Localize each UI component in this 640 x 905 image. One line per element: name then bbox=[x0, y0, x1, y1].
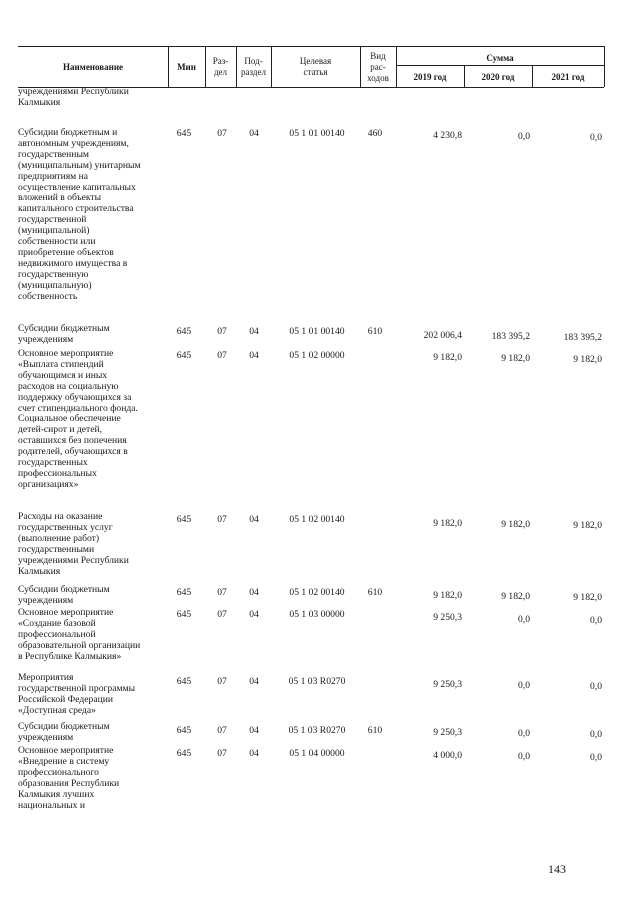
page-number: 143 bbox=[548, 862, 566, 876]
row-5-podrazdel: 04 bbox=[249, 587, 259, 598]
row-5-2021: 9 182,0 bbox=[573, 592, 602, 603]
row-3-2019: 9 182,0 bbox=[433, 352, 462, 363]
row-9-min: 645 bbox=[176, 748, 192, 759]
row-4-name: Расходы на оказание государственных услуг (выполнение работ) государственными учреждениями Республики Калмыкия bbox=[18, 511, 129, 577]
row-4-2020: 9 182,0 bbox=[501, 519, 530, 530]
header-name: Наименование bbox=[63, 62, 123, 72]
row-8-razdel: 07 bbox=[217, 725, 227, 736]
row-8-vid: 610 bbox=[367, 725, 383, 736]
row-2-razdel: 07 bbox=[217, 326, 227, 337]
row-9-2021: 0,0 bbox=[590, 752, 602, 763]
row-1-2020: 0,0 bbox=[518, 131, 530, 142]
row-6-podrazdel: 04 bbox=[249, 609, 259, 620]
row-6-cs: 05 1 03 00000 bbox=[289, 609, 345, 620]
row-9-2019: 4 000,0 bbox=[433, 750, 462, 761]
row-0-name: учреждениями Республики Калмыкия bbox=[18, 86, 129, 108]
row-6-min: 645 bbox=[176, 609, 192, 620]
row-1-2021: 0,0 bbox=[590, 132, 602, 143]
row-2-cs: 05 1 01 00140 bbox=[289, 326, 345, 337]
table-top-rule bbox=[18, 46, 604, 47]
summa-rule bbox=[396, 65, 604, 66]
row-7-cs: 05 1 03 R0270 bbox=[288, 676, 346, 687]
header-razdel: Раз- дел bbox=[212, 56, 229, 77]
row-2-min: 645 bbox=[176, 326, 192, 337]
row-7-name: Мероприятия государственной программы Российской Федерации «Доступная среда» bbox=[18, 672, 136, 716]
header-min: Мин bbox=[177, 62, 196, 72]
row-8-2021: 0,0 bbox=[590, 729, 602, 740]
row-6-2019: 9 250,3 bbox=[433, 612, 462, 623]
row-3-cs: 05 1 02 00000 bbox=[289, 350, 345, 361]
row-1-2019: 4 230,8 bbox=[433, 130, 462, 141]
row-1-vid: 460 bbox=[367, 128, 383, 139]
row-2-name: Субсидии бюджетным учреждениям bbox=[18, 323, 110, 345]
header-vid: Вид рас- ходов bbox=[367, 51, 389, 83]
row-7-2020: 0,0 bbox=[518, 680, 530, 691]
row-4-2021: 9 182,0 bbox=[573, 520, 602, 531]
row-8-min: 645 bbox=[176, 725, 192, 736]
row-6-2021: 0,0 bbox=[590, 615, 602, 626]
row-6-2020: 0,0 bbox=[518, 614, 530, 625]
row-7-2019: 9 250,3 bbox=[433, 679, 462, 690]
row-2-2020: 183 395,2 bbox=[491, 331, 530, 342]
row-5-min: 645 bbox=[176, 587, 192, 598]
row-9-podrazdel: 04 bbox=[249, 748, 259, 759]
row-7-podrazdel: 04 bbox=[249, 676, 259, 687]
row-2-2021: 183 395,2 bbox=[563, 332, 602, 343]
row-5-name: Субсидии бюджетным учреждениям bbox=[18, 584, 110, 606]
row-1-min: 645 bbox=[176, 128, 192, 139]
row-9-2020: 0,0 bbox=[518, 751, 530, 762]
row-8-name: Субсидии бюджетным учреждениям bbox=[18, 721, 110, 743]
row-4-2019: 9 182,0 bbox=[433, 518, 462, 529]
row-8-podrazdel: 04 bbox=[249, 725, 259, 736]
row-4-cs: 05 1 02 00140 bbox=[289, 514, 345, 525]
row-8-2020: 0,0 bbox=[518, 728, 530, 739]
row-9-cs: 05 1 04 00000 bbox=[289, 748, 345, 759]
row-3-razdel: 07 bbox=[217, 350, 227, 361]
header-summa: Сумма bbox=[486, 53, 514, 63]
row-5-cs: 05 1 02 00140 bbox=[289, 587, 345, 598]
header-2021: 2021 год bbox=[551, 72, 585, 82]
row-8-2019: 9 250,3 bbox=[433, 727, 462, 738]
row-6-name: Основное мероприятие «Создание базовой профессиональной образовательной организации в Республике Калмыкия» bbox=[18, 607, 141, 662]
row-8-cs: 05 1 03 R0270 bbox=[288, 725, 346, 736]
row-3-min: 645 bbox=[176, 350, 192, 361]
row-9-name: Основное мероприятие «Внедрение в систему профессионального образования Республики Калмыкия лучших национальных и bbox=[18, 745, 120, 811]
header-podrazdel: Под- раздел bbox=[241, 56, 266, 77]
row-2-podrazdel: 04 bbox=[249, 326, 259, 337]
row-5-2019: 9 182,0 bbox=[433, 590, 462, 601]
row-1-cs: 05 1 01 00140 bbox=[289, 128, 345, 139]
col-sep-9 bbox=[604, 46, 605, 87]
row-6-razdel: 07 bbox=[217, 609, 227, 620]
row-7-2021: 0,0 bbox=[590, 681, 602, 692]
row-4-razdel: 07 bbox=[217, 514, 227, 525]
row-1-podrazdel: 04 bbox=[249, 128, 259, 139]
row-1-razdel: 07 bbox=[217, 128, 227, 139]
row-4-min: 645 bbox=[176, 514, 192, 525]
row-2-vid: 610 bbox=[367, 326, 383, 337]
header-2019: 2019 год bbox=[413, 72, 447, 82]
row-2-2019: 202 006,4 bbox=[423, 330, 462, 341]
row-3-podrazdel: 04 bbox=[249, 350, 259, 361]
row-3-name: Основное мероприятие «Выплата стипендий обучающимся и иных расходов на социальную поддержку обучающихся за счет стипендиального фонда. Социальное обеспечение детей-сирот и детей, оставшихся без попечения родителей, обучающихся в государственных профессиональных организациях» bbox=[18, 348, 138, 490]
row-7-razdel: 07 bbox=[217, 676, 227, 687]
row-5-razdel: 07 bbox=[217, 587, 227, 598]
row-4-podrazdel: 04 bbox=[249, 514, 259, 525]
header-celevaya: Целевая статья bbox=[299, 56, 332, 77]
row-5-vid: 610 bbox=[367, 587, 383, 598]
row-7-min: 645 bbox=[176, 676, 192, 687]
header-2020: 2020 год bbox=[481, 72, 515, 82]
row-9-razdel: 07 bbox=[217, 748, 227, 759]
row-5-2020: 9 182,0 bbox=[501, 591, 530, 602]
row-3-2021: 9 182,0 bbox=[573, 354, 602, 365]
row-3-2020: 9 182,0 bbox=[501, 353, 530, 364]
row-1-name: Субсидии бюджетным и автономным учреждениям, государственным (муниципальным) унитарным предприятиям на осуществление капитальных вложений в объекты капитального строительства государственной (муниципальной) собственности или приобретение объектов недвижимого имущества в государственную (муниципальную) собственность bbox=[18, 127, 141, 302]
